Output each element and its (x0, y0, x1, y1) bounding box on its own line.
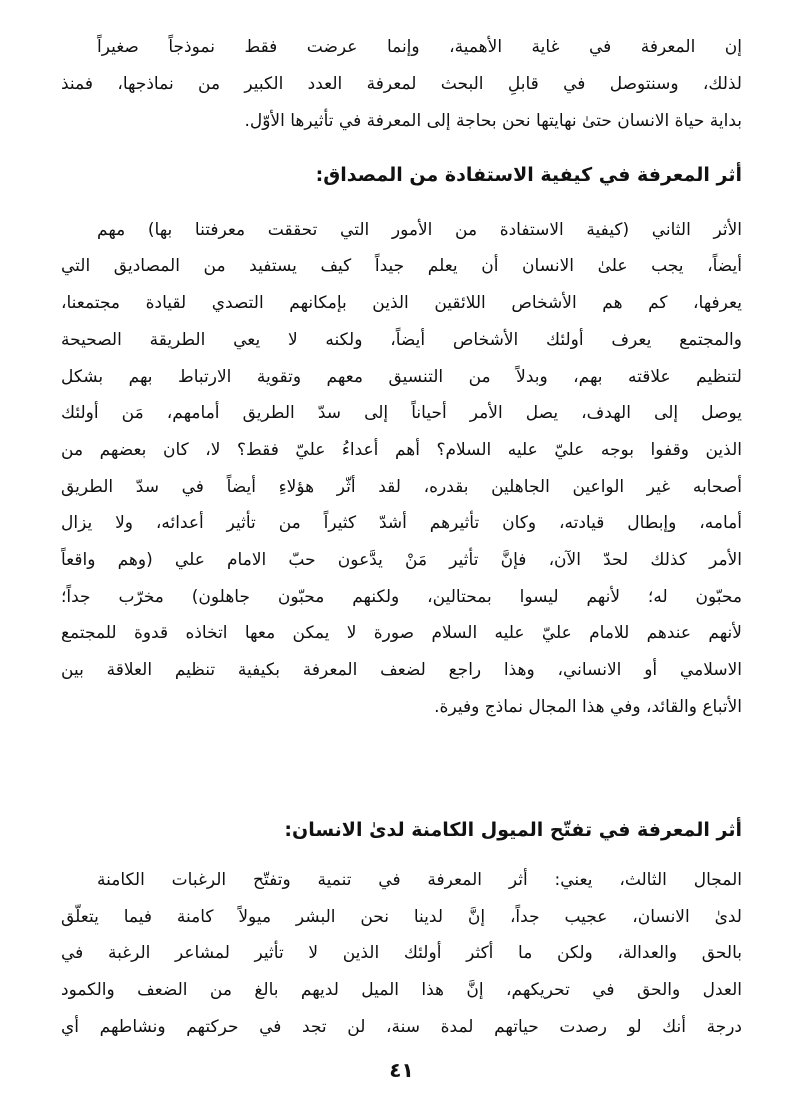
text-line: العدل والحق في تحريكهم، إنَّ هذا الميل لديهم بالغ من الضعف والكمود (61, 980, 742, 1000)
text-line: إن المعرفة في غاية الأهمية، وإنما عرضت فقط نموذجاً صغيراً (97, 37, 742, 57)
text-line: يعرفها، كم هم الأشخاص اللائقين الذين بإمكانهم التصدي لقيادة مجتمعنا، (61, 293, 742, 313)
text-line: محبّون له؛ لأنهم ليسوا بمحتالين، ولكنهم محبّون جاهلون) مخرّب جداً؛ (61, 587, 742, 607)
text-line: الذين وقفوا بوجه عليّ عليه السلام؟ أهم أعداءُ عليّ فقط؟ لا، كان بعضهم من (61, 440, 742, 460)
text-line: لذلك، وسنتوصل في قابلِ البحث لمعرفة العدد الكبير من نماذجها، فمنذ (61, 74, 742, 94)
text-line: المجال الثالث، يعني: أثر المعرفة في تنمية وتفتّح الرغبات الكامنة (97, 870, 742, 890)
text-line: لتنظيم علاقته بهم، وبدلاً من التنسيق معهم وتقوية الارتباط بهم بشكل (61, 367, 742, 387)
text-line: والمجتمع يعرف أولئك الأشخاص أيضاً، ولكنه لا يعي الطريقة الصحيحة (61, 330, 742, 350)
text-line: بالحق والعدالة، ولكن ما أكثر أولئك الذين لا تأثير لمشاعر الرغبة في (61, 943, 742, 963)
text-line: درجة أنك لو رصدت حياتهم لمدة سنة، لن تجد في حركتهم ونشاطهم أي (61, 1017, 742, 1037)
text-line: الاسلامي أو الانساني، وهذا راجع لضعف المعرفة بكيفية تنظيم العلاقة بين (61, 660, 742, 680)
section-heading: أثر المعرفة في كيفية الاستفادة من المصداق: (315, 164, 742, 186)
text-line: الأمر كذلك لحدّ الآن، فإنَّ تأثير مَنْ يدَّعون حبّ الامام علي (وهم واقعاً (61, 550, 742, 570)
text-line: بداية حياة الانسان حتىٰ نهايتها نحن بحاجة إلى المعرفة في تأثيرها الأوّل. (244, 111, 742, 131)
page-number: ٤١ (389, 1058, 414, 1082)
text-line: لدىٰ الانسان، عجيب جداً، إنَّ لدينا نحن البشر ميولاً كامنة فيما يتعلّق (61, 907, 742, 927)
text-line: يوصل إلى الهدف، يصل الأمر أحياناً إلى سدّ الطريق أمامهم، مَن أولئك (61, 403, 742, 423)
text-line: الأتباع والقائد، وفي هذا المجال نماذج وفيرة. (434, 697, 742, 717)
text-line: أصحابه غير الواعين الجاهلين بقدره، لقد أثّر هؤلاءِ أيضاً في سدّ الطريق (61, 477, 742, 497)
text-line: أمامه، وإبطال قيادته، وكان تأثيرهم أشدّ كثيراً من تأثير أعدائه، ولا يزال (61, 513, 742, 533)
text-line: لأنهم عندهم للامام عليّ عليه السلام صورة لا يمكن معها اتخاذه قدوة للمجتمع (61, 623, 742, 643)
text-line: الأثر الثاني (كيفية الاستفادة من الأمور التي تحققت معرفتنا بها) مهم (97, 220, 742, 240)
section-heading: أثر المعرفة في تفتّح الميول الكامنة لدىٰ الانسان: (284, 819, 742, 841)
text-line: أيضاً، يجب علىٰ الانسان أن يعلم جيداً كيف يستفيد من المصاديق التي (61, 256, 742, 276)
